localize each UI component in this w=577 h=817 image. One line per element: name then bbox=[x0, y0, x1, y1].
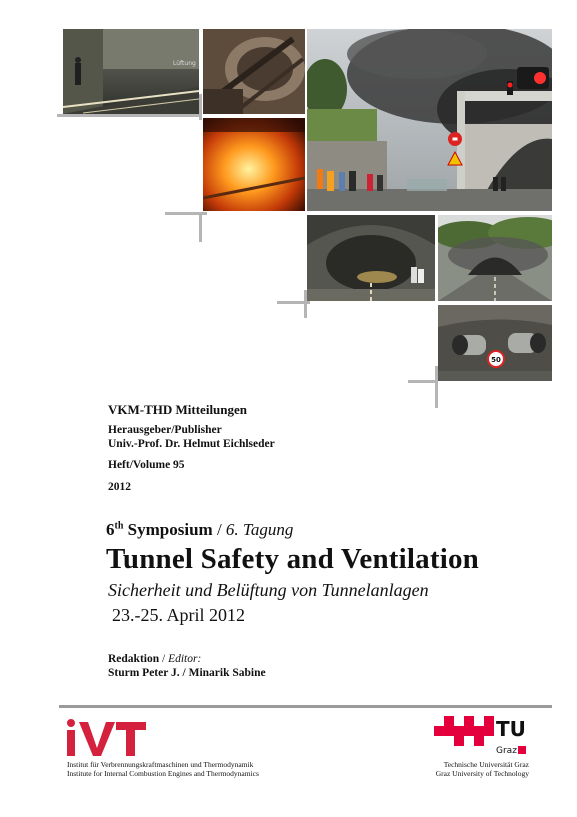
photo-tunnel-entrance-road bbox=[438, 215, 552, 301]
symposium-ordinal: 6 bbox=[106, 520, 115, 539]
accent-bar bbox=[199, 94, 202, 120]
accent-bar bbox=[199, 212, 202, 242]
tu-logo-text: TU bbox=[496, 717, 526, 741]
editor-label-de: Redaktion bbox=[108, 653, 160, 665]
series-title: VKM-THD Mitteilungen bbox=[108, 402, 248, 417]
svg-text:Lüftung: Lüftung bbox=[173, 60, 196, 67]
footer-divider bbox=[59, 705, 552, 708]
volume-number: Heft/Volume 95 bbox=[108, 459, 185, 471]
editor-label-separator: / bbox=[159, 653, 169, 665]
ivt-caption bbox=[67, 760, 259, 778]
photo-smoke-tunnel-tube bbox=[307, 215, 435, 301]
speed-sign-text: 50 bbox=[491, 356, 501, 364]
ivt-name-en: Institute for Internal Combustion Engines and Thermodynamics bbox=[67, 769, 259, 778]
editor-label-en: Editor: bbox=[168, 653, 202, 665]
accent-bar bbox=[435, 366, 438, 408]
document-subtitle: Sicherheit und Belüftung von Tunnelanlagen bbox=[108, 580, 429, 600]
accent-bar bbox=[57, 114, 199, 117]
symposium-word: Symposium bbox=[127, 520, 213, 539]
tu-name-en: Graz University of Technology bbox=[435, 769, 529, 778]
event-date: 23.-25. April 2012 bbox=[112, 605, 245, 625]
tu-caption bbox=[436, 760, 529, 778]
photo-ventilation-fan bbox=[203, 29, 305, 114]
symposium-separator: / bbox=[212, 520, 226, 539]
ivt-name-de: Institut für Verbrennungskraftmaschinen und Thermodynamik bbox=[67, 760, 254, 769]
ivt-logo bbox=[66, 718, 146, 758]
accent-bar bbox=[408, 380, 438, 383]
photo-tunnel-interior bbox=[63, 29, 199, 114]
photo-jet-fans bbox=[438, 305, 552, 381]
german-event-name: 6. Tagung bbox=[225, 520, 294, 539]
publication-year: 2012 bbox=[108, 481, 131, 493]
symposium-line bbox=[106, 520, 293, 540]
document-title: Tunnel Safety and Ventilation bbox=[106, 543, 479, 575]
publisher-label: Herausgeber/Publisher bbox=[108, 424, 222, 436]
accent-bar bbox=[304, 290, 307, 318]
editor-label bbox=[108, 653, 201, 665]
tu-graz-logo bbox=[434, 716, 534, 756]
tu-logo-sub: Graz bbox=[496, 746, 517, 756]
tu-name-de: Technische Universität Graz bbox=[443, 760, 529, 769]
publisher-name: Univ.-Prof. Dr. Helmut Eichlseder bbox=[108, 438, 275, 450]
photo-tunnel-portal-smoke bbox=[307, 29, 552, 211]
photo-tunnel-fire bbox=[203, 118, 305, 211]
symposium-ordinal-suffix: th bbox=[114, 520, 124, 532]
editor-names: Sturm Peter J. / Minarik Sabine bbox=[108, 667, 266, 679]
